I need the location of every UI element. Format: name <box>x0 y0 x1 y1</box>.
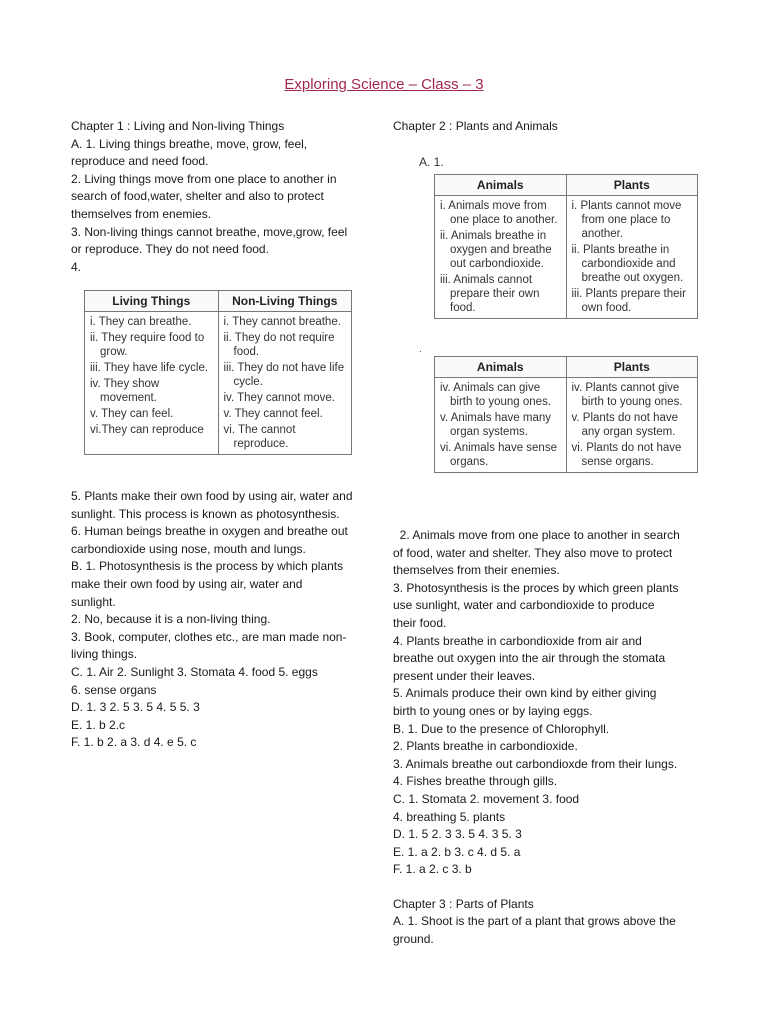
text-line: 2. Living things move from one place to another in <box>71 171 337 186</box>
table-cell-item: iv. They show movement. <box>90 378 160 404</box>
text-line: 4. <box>71 259 82 274</box>
chapter-1-heading: Chapter 1 : Living and Non-living Things <box>71 119 285 133</box>
text-line: of food, water and shelter. They also move to protect <box>393 545 673 560</box>
text-line: E. 1. a 2. b 3. c 4. d 5. a <box>393 844 521 859</box>
answer-label: A. 1. <box>419 155 444 169</box>
text-line: B. 1. Photosynthesis is the process by which plants <box>71 559 344 574</box>
text-line: or reproduce. They do not need food. <box>71 242 269 257</box>
left-column-top <box>71 118 371 276</box>
right-column-bottom <box>393 527 713 949</box>
text-line: C. 1. Air 2. Sunlight 3. Stomata 4. food 5. eggs <box>71 664 318 679</box>
text-line: A. 1. Shoot is the part of a plant that grows above the <box>393 914 676 929</box>
text-line: 3. Non-living things cannot breathe, move,grow, feel <box>71 224 348 239</box>
chapter-2-heading: Chapter 2 : Plants and Animals <box>393 119 558 133</box>
text-line: 6. sense organs <box>71 682 157 697</box>
table-cell-item: v. They can feel. <box>90 408 174 420</box>
table-cell-item: iii. Animals cannot prepare their own food. <box>440 274 540 314</box>
table-cell-item: iii. They have life cycle. <box>90 362 209 374</box>
text-line: their food. <box>393 615 447 630</box>
table-header: Plants <box>566 357 698 378</box>
animals-plants-table-2 <box>434 356 698 473</box>
table-cell-item: ii. They require food to grow. <box>90 332 205 358</box>
text-line: 5. Plants make their own food by using air, water and <box>71 489 353 503</box>
table-cell-item: iii. Plants prepare their own food. <box>571 288 686 314</box>
spacer <box>393 879 713 896</box>
text-line: B. 1. Due to the presence of Chlorophyll. <box>393 721 610 736</box>
animals-plants-table-1 <box>434 174 698 319</box>
text-line: use sunlight, water and carbondioxide to produce <box>393 598 655 613</box>
page-title: Exploring Science – Class – 3 <box>284 76 484 93</box>
table-cell-item: i. They cannot breathe. <box>223 316 341 328</box>
text-line: F. 1. a 2. c 3. b <box>393 862 472 877</box>
text-line: breathe out oxygen into the air through the stomata <box>393 651 666 666</box>
text-line: themselves from their enemies. <box>393 563 560 578</box>
table-cell-item: i. Animals move from one place to another. <box>440 200 558 226</box>
text-line: F. 1. b 2. a 3. d 4. e 5. c <box>71 735 197 750</box>
text-line: C. 1. Stomata 2. movement 3. food <box>393 791 580 806</box>
text-line: make their own food by using air, water and <box>71 576 303 591</box>
text-line: 3. Animals breathe out carbondioxde from their lungs. <box>393 756 678 771</box>
text-line: ground. <box>393 932 434 947</box>
table-cell-item: i. They can breathe. <box>90 316 192 328</box>
table-cell-item: v. Plants do not have any organ system. <box>571 412 679 438</box>
text-line: sunlight. This process is known as photosynthesis. <box>71 506 340 521</box>
table-cell-item: ii. Plants breathe in carbondioxide and breathe out oxygen. <box>571 244 684 284</box>
text-line: 3. Photosynthesis is the proces by which green plants <box>393 580 679 595</box>
text-line: E. 1. b 2.c <box>71 717 126 732</box>
table-cell-item: iv. They cannot move. <box>223 392 335 404</box>
text-line: D. 1. 5 2. 3 3. 5 4. 3 5. 3 <box>393 827 522 842</box>
text-line: carbondioxide using nose, mouth and lungs. <box>71 541 306 556</box>
table-cell-item: iv. Animals can give birth to young ones. <box>440 382 552 408</box>
table-cell-item: v. They cannot feel. <box>223 408 323 420</box>
text-line: 4. Fishes breathe through gills. <box>393 774 558 789</box>
text-line: 2. Animals move from one place to another in search <box>393 528 680 542</box>
chapter-3-heading: Chapter 3 : Parts of Plants <box>393 896 534 911</box>
separator-dot: . <box>419 344 422 355</box>
living-nonliving-table <box>84 290 352 455</box>
text-line: present under their leaves. <box>393 668 536 683</box>
text-line: 3. Book, computer, clothes etc., are man made non- <box>71 629 347 644</box>
table-cell-item: v. Animals have many organ systems. <box>440 412 552 438</box>
text-line: search of food,water, shelter and also to protect <box>71 189 324 204</box>
text-line: 6. Human beings breathe in oxygen and breathe out <box>71 524 348 539</box>
table-cell-item: vi.They can reproduce <box>90 424 204 436</box>
table-header: Plants <box>566 175 698 196</box>
table-header: Living Things <box>85 291 219 312</box>
text-line: A. 1. Living things breathe, move, grow, feel, <box>71 136 308 151</box>
table-header: Non-Living Things <box>218 291 352 312</box>
table-cell-item: ii. They do not require food. <box>223 332 335 358</box>
text-line: reproduce and need food. <box>71 154 209 169</box>
right-column-top <box>393 118 703 136</box>
text-line: D. 1. 3 2. 5 3. 5 4. 5 5. 3 <box>71 700 200 715</box>
text-line: living things. <box>71 647 138 662</box>
text-line: 4. breathing 5. plants <box>393 809 506 824</box>
text-line: 2. No, because it is a non-living thing. <box>71 612 271 627</box>
text-line: 2. Plants breathe in carbondioxide. <box>393 739 578 754</box>
table-cell-item: iv. Plants cannot give birth to young ones. <box>571 382 683 408</box>
left-column-bottom <box>71 488 371 752</box>
text-line: birth to young ones or by laying eggs. <box>393 703 593 718</box>
table-cell-item: ii. Animals breathe in oxygen and breathe out carbondioxide. <box>440 230 552 270</box>
table-header: Animals <box>435 357 567 378</box>
table-cell-item: vi. Animals have sense organs. <box>440 442 557 468</box>
table-cell-item: vi. The cannot reproduce. <box>223 424 296 450</box>
text-line: 5. Animals produce their own kind by either giving <box>393 686 657 701</box>
text-line: 4. Plants breathe in carbondioxide from air and <box>393 633 642 648</box>
text-line: themselves from enemies. <box>71 206 212 221</box>
table-cell-item: vi. Plants do not have sense organs. <box>571 442 682 468</box>
table-header: Animals <box>435 175 567 196</box>
text-line: sunlight. <box>71 594 116 609</box>
table-cell-item: i. Plants cannot move from one place to another. <box>571 200 682 240</box>
table-cell-item: iii. They do not have life cycle. <box>223 362 345 388</box>
